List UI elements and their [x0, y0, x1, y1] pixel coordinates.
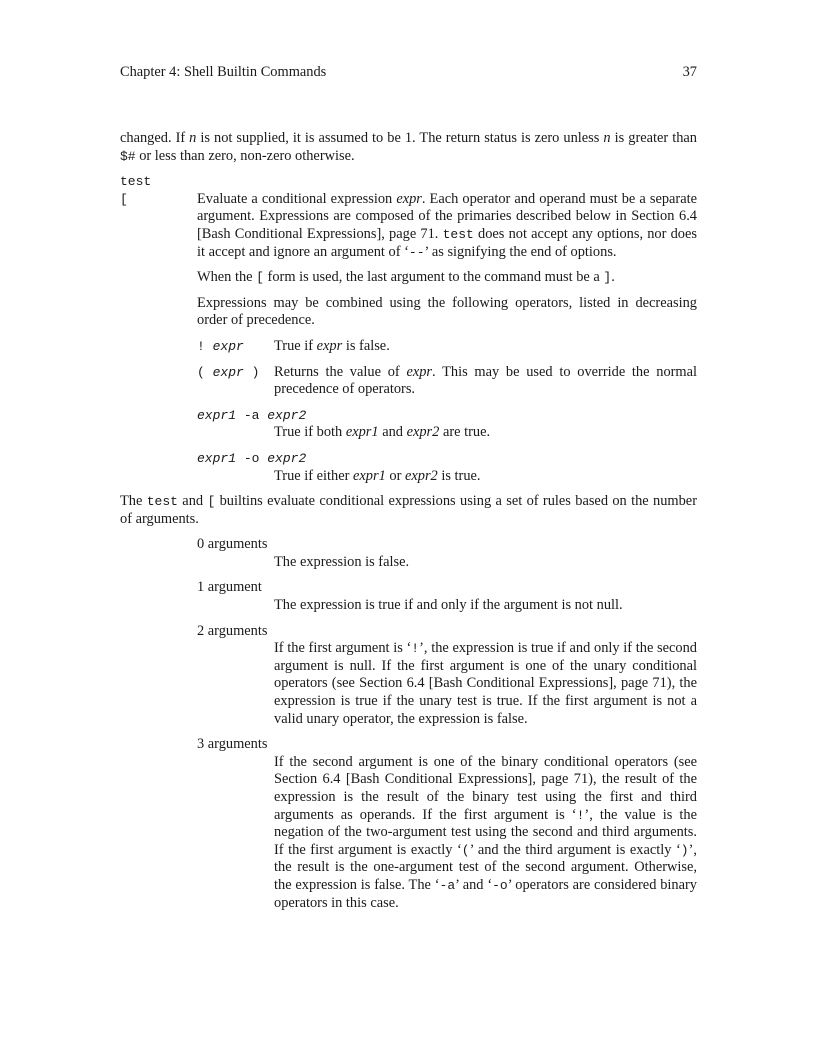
- chapter-title: Chapter 4: Shell Builtin Commands: [120, 64, 327, 80]
- test-description: Evaluate a conditional expression expr. Each operator and operand must be a separate argument. Expressions are composed of the primaries described below in Section 6.4 [Bash Conditional Expressions], page 71. test does not accept any options, nor does it accept and ignore an argument of ‘--’ as signifying the end of options. When the [ form is used, the last argument to the command must be a ]. Expressions may be combined using the following operators, listed in decreasing order of precedence.: [197, 190, 697, 329]
- rule-description: The expression is false.: [274, 553, 410, 570]
- rule-label: 3 arguments: [197, 736, 268, 753]
- operator-not: ! expr True if expr is false.: [197, 337, 390, 354]
- rule-2-arguments: [197, 623, 697, 729]
- rule-1-argument: [197, 579, 697, 614]
- operators-intro: Expressions may be combined using the following operators, listed in decreasing order of precedence.: [197, 294, 697, 329]
- rule-0-arguments: [197, 536, 697, 571]
- rule-label: 2 arguments: [197, 622, 268, 639]
- builtins-paragraph: The test and [ builtins evaluate conditional expressions using a set of rules based on the number of arguments.: [120, 493, 697, 527]
- rule-label: 0 arguments: [197, 536, 268, 553]
- operator-or: expr1 -o expr2 True if either expr1 or expr2 is true.: [197, 450, 481, 484]
- rule-description: If the second argument is one of the binary conditional operators (see Section 6.4 [Bash Conditional Expressions], page 71), the result of the expression is the result of the binary test using the first and third arguments as operands. If the first argument is ‘!’, the value is the negation of the two-argument test using the second and third arguments. If the first argument is exactly ‘(’ and the third argument is exactly ‘)’, the result is the one-argument test of the second argument. Otherwise, the expression is false. The ‘-a’ and ‘-o’ operators are considered binary operators in this case.: [274, 753, 697, 911]
- rule-label: 1 argument: [197, 579, 262, 596]
- operator-parentheses: ( expr ) Returns the value of expr. This may be used to override the normal precedence of operators.: [197, 363, 698, 398]
- rule-description: The expression is true if and only if the argument is not null.: [274, 597, 623, 614]
- operator-and: expr1 -a expr2 True if both expr1 and expr2 are true.: [197, 407, 491, 441]
- running-header: [120, 64, 697, 82]
- term-test: test: [120, 174, 152, 190]
- intro-paragraph: changed. If n is not supplied, it is assumed to be 1. The return status is zero unless n is greater than $# or less than zero, non-zero otherwise.: [120, 130, 697, 164]
- page-number: 37: [682, 64, 697, 80]
- page-body: [120, 130, 697, 920]
- rule-description: If the first argument is ‘!’, the expression is true if and only if the second argument is null. If the first argument is one of the unary conditional operators (see Section 6.4 [Bash Conditional Expressions], page 71), the expression is true if the unary test is true. If the first argument is not a valid unary operator, the expression is false.: [274, 640, 698, 727]
- term-bracket: [: [120, 191, 128, 207]
- bracket-form-note: When the [ form is used, the last argument to the command must be a ].: [197, 269, 615, 286]
- rule-3-arguments: [197, 736, 697, 912]
- test-command-entry: [120, 173, 697, 338]
